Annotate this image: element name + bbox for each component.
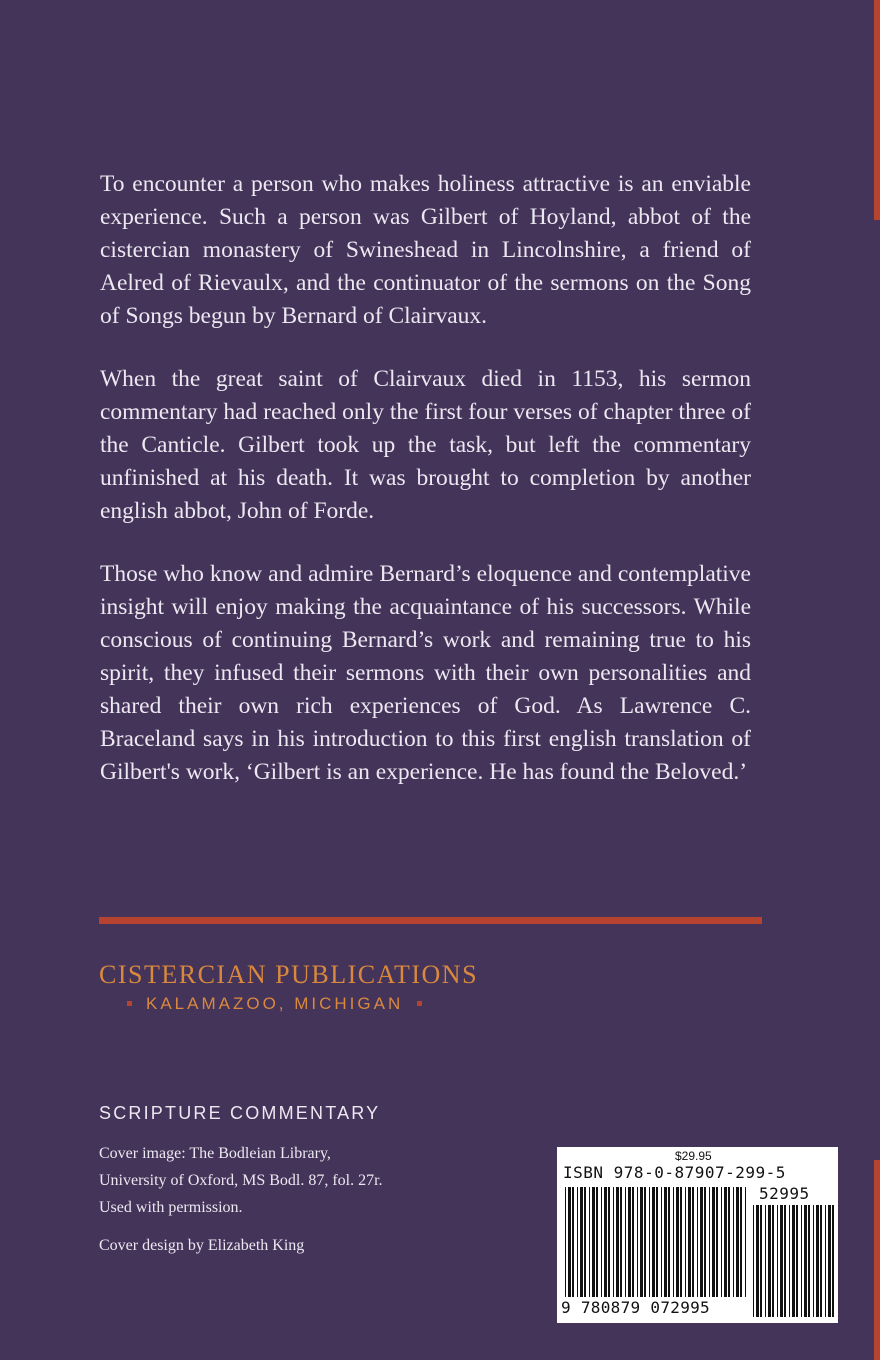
- barcode-bar: [789, 1205, 790, 1317]
- divider-rule: [99, 917, 762, 924]
- barcode-bar: [572, 1187, 574, 1297]
- image-credit-line-2: University of Oxford, MS Bodl. 87, fol. 27r.: [99, 1172, 383, 1189]
- barcode-bar: [628, 1187, 631, 1297]
- barcode-bar: [589, 1187, 590, 1297]
- barcode-bar: [688, 1187, 691, 1297]
- barcode-bar: [661, 1187, 662, 1297]
- barcode-bar: [592, 1187, 595, 1297]
- ean-number: 9 780879 072995: [561, 1298, 710, 1317]
- bullet-left: [127, 1001, 132, 1006]
- barcode-bar: [649, 1187, 650, 1297]
- barcode-bar: [765, 1205, 766, 1317]
- barcode-bar: [652, 1187, 655, 1297]
- barcode-bar: [644, 1187, 646, 1297]
- barcode-bar: [733, 1187, 734, 1297]
- isbn-text: ISBN 978-0-87907-299-5: [563, 1163, 786, 1182]
- publisher-location: [127, 993, 422, 1015]
- barcode-bar: [832, 1205, 834, 1317]
- barcode-bar: [676, 1187, 679, 1297]
- design-credit: Cover design by Elizabeth King: [99, 1237, 305, 1254]
- barcode-bar: [820, 1205, 822, 1317]
- barcode-bar: [816, 1205, 819, 1317]
- barcode-bar: [721, 1187, 722, 1297]
- barcode-bar: [640, 1187, 643, 1297]
- barcode-bar: [756, 1205, 759, 1317]
- barcode-bar: [736, 1187, 739, 1297]
- image-credit-line-3: Used with permission.: [99, 1199, 243, 1216]
- barcode-bar: [784, 1205, 786, 1317]
- barcode-bar: [772, 1205, 774, 1317]
- barcode-bar: [740, 1187, 742, 1297]
- spine-edge-bottom: [874, 1160, 880, 1360]
- barcode-bar: [724, 1187, 727, 1297]
- barcode-bar: [656, 1187, 658, 1297]
- barcode-bar: [700, 1187, 703, 1297]
- image-credit-line-1: Cover image: The Bodleian Library,: [99, 1145, 331, 1162]
- barcode-bar: [697, 1187, 698, 1297]
- barcode-bar: [801, 1205, 802, 1317]
- barcode-bar: [680, 1187, 682, 1297]
- barcode-bar: [568, 1187, 571, 1297]
- barcode-bar: [728, 1187, 730, 1297]
- barcode-bar: [712, 1187, 715, 1297]
- barcode-bar: [753, 1205, 754, 1317]
- barcode-bar: [604, 1187, 607, 1297]
- barcode-bar: [780, 1205, 783, 1317]
- barcode-bar: [804, 1205, 807, 1317]
- barcode-bar: [685, 1187, 686, 1297]
- bullet-right: [417, 1001, 422, 1006]
- barcode-bar: [673, 1187, 674, 1297]
- barcode-bar: [668, 1187, 670, 1297]
- blurb-paragraph-1: To encounter a person who makes holiness attractive is an enviable experience. Such a person was Gilbert of Hoyland, abbot of the cistercian monastery of Swineshead in Lincolnshire, a friend of Aelred of Rievaulx, and the continuator of the sermons on the Song of Songs begun by Bernard of Clairvaux.: [100, 171, 751, 329]
- barcode-bar: [777, 1205, 778, 1317]
- cover-credits: [99, 1140, 519, 1259]
- publisher-name: CISTERCIAN PUBLICATIONS: [99, 960, 479, 989]
- barcode-bar: [692, 1187, 694, 1297]
- barcode-bar: [808, 1205, 810, 1317]
- back-cover-blurb: [100, 168, 751, 819]
- barcode-bar: [825, 1205, 826, 1317]
- barcode-bar: [760, 1205, 762, 1317]
- barcode-bar: [664, 1187, 667, 1297]
- isbn-barcode: [557, 1147, 838, 1323]
- barcode-bar: [596, 1187, 598, 1297]
- barcode-bar: [768, 1205, 771, 1317]
- price-label: $29.95: [675, 1149, 712, 1163]
- publisher-location-text: KALAMAZOO, MICHIGAN: [146, 994, 404, 1013]
- price-addon-text: 52995: [759, 1184, 810, 1203]
- barcode-bar: [625, 1187, 626, 1297]
- subject-category: SCRIPTURE COMMENTARY: [99, 1103, 381, 1123]
- barcode-bar: [620, 1187, 622, 1297]
- barcode-bar: [613, 1187, 614, 1297]
- barcode-bar: [792, 1205, 795, 1317]
- barcode-bars: [557, 1147, 838, 1323]
- blurb-paragraph-2: When the great saint of Clairvaux died in 1153, his sermon commentary had reached only the first four verses of chapter three of the Canticle. Gilbert took up the task, but left the commentary unfinished at his death. It was brought to completion by another english abbot, John of Forde.: [100, 366, 751, 524]
- blurb-paragraph-3: Those who know and admire Bernard’s eloquence and contemplative insight will enjoy making the acquaintance of his successors. While conscious of continuing Bernard’s work and remaining true to his spirit, they infused their sermons with their own personalities and shared their own rich experiences of God. As Lawrence C. Braceland says in his introduction to this first english translation of Gilbert's work, ‘Gilbert is an experience. He has found the Beloved.’: [100, 561, 751, 785]
- barcode-bar: [601, 1187, 602, 1297]
- barcode-bar: [584, 1187, 586, 1297]
- barcode-bar: [716, 1187, 718, 1297]
- barcode-bar: [637, 1187, 638, 1297]
- barcode-bar: [709, 1187, 710, 1297]
- barcode-bar: [577, 1187, 578, 1297]
- barcode-bar: [704, 1187, 706, 1297]
- barcode-bar: [580, 1187, 583, 1297]
- spine-edge-top: [874, 0, 880, 220]
- barcode-bar: [745, 1187, 746, 1297]
- barcode-bar: [608, 1187, 610, 1297]
- barcode-bar: [828, 1205, 831, 1317]
- barcode-bar: [616, 1187, 619, 1297]
- barcode-bar: [796, 1205, 798, 1317]
- barcode-bar: [565, 1187, 566, 1297]
- barcode-bar: [632, 1187, 634, 1297]
- barcode-bar: [813, 1205, 814, 1317]
